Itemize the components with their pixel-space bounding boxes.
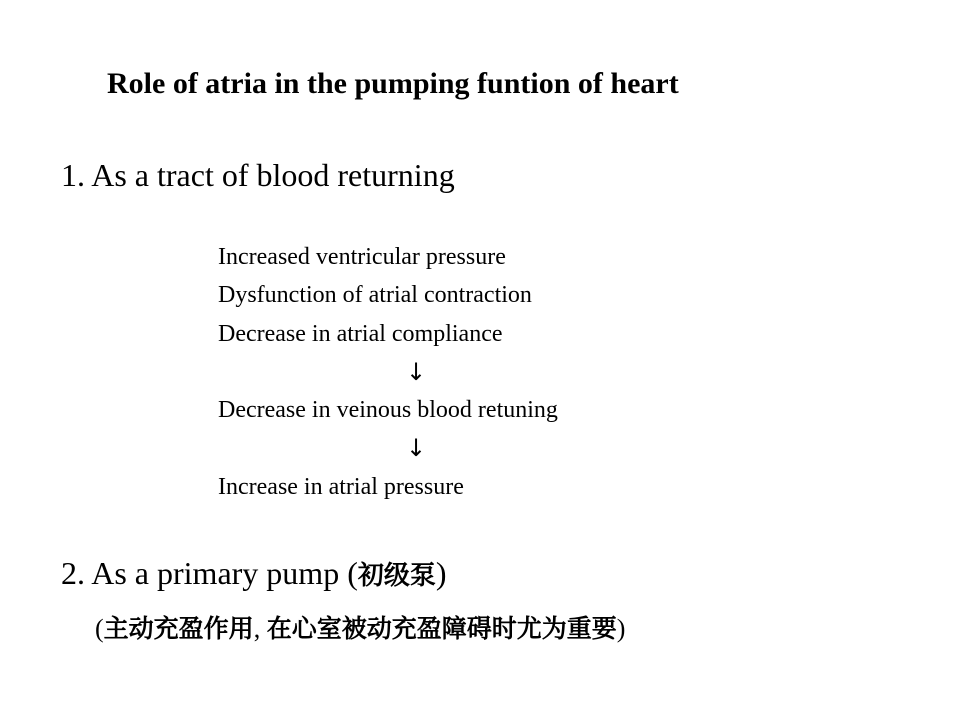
section-2-heading <box>61 554 447 595</box>
cause-atrial-compliance: Decrease in atrial compliance <box>218 320 503 347</box>
blood-return-flow <box>218 238 558 506</box>
down-arrow-icon: ↓ <box>406 357 427 386</box>
note-cjk-part1: 主动充盈作用 <box>103 614 254 643</box>
note-open-paren: ( <box>95 614 104 643</box>
note-close-paren: ) <box>616 614 626 643</box>
section-1-heading: 1. As a tract of blood returning <box>61 157 455 193</box>
slide-title: Role of atria in the pumping funtion of heart <box>107 67 679 100</box>
cause-atrial-contraction: Dysfunction of atrial contraction <box>218 282 532 309</box>
note-comma: , <box>253 614 267 643</box>
section-2-heading-cjk: 初级泵 <box>357 561 436 591</box>
cause-ventricular-pressure: Increased ventricular pressure <box>218 244 506 270</box>
note-cjk-part2: 在心室被动充盈障碍时尤为重要 <box>266 614 617 643</box>
section-2-note <box>95 612 625 646</box>
section-2-heading-text: 2. As a primary pump ( <box>61 555 358 591</box>
section-2-heading-close: ) <box>435 555 447 591</box>
down-arrow-icon: ↓ <box>406 434 427 463</box>
effect-venous-return: Decrease in veinous blood retuning <box>218 397 558 424</box>
effect-atrial-pressure: Increase in atrial pressure <box>218 473 464 500</box>
